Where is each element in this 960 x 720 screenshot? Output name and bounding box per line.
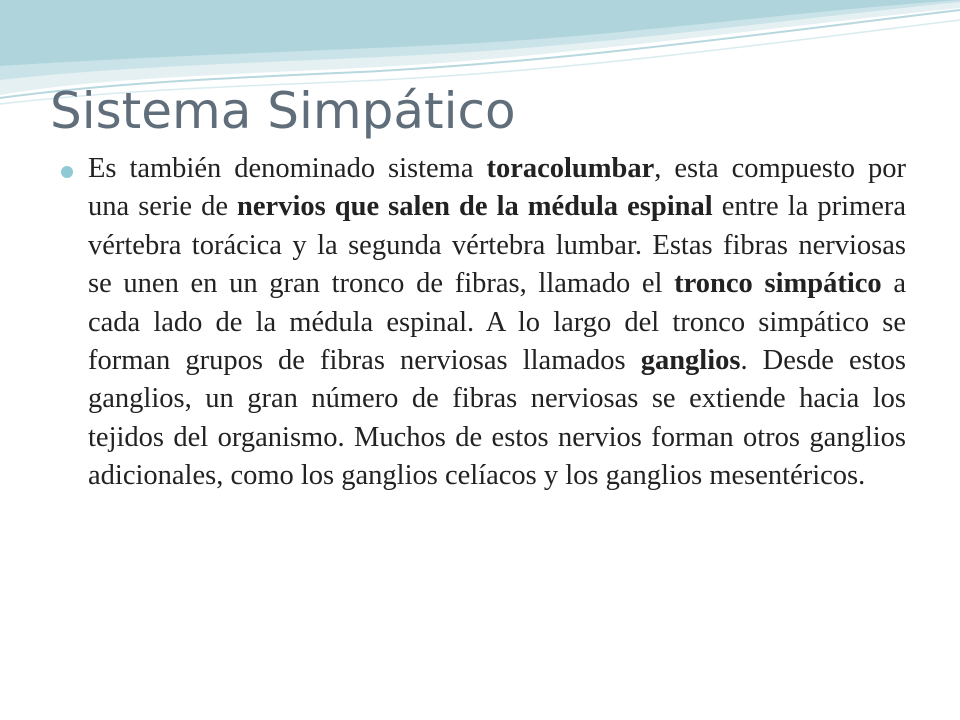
paragraph-segment: Es también denominado sistema <box>88 153 487 184</box>
paragraph-segment: a cada lado de la médula espinal. A lo largo del tronco simpático se forman grupos de fibras nerviosas llamados <box>88 268 906 377</box>
bold-term-ganglios: ganglios <box>640 345 741 377</box>
bold-term-tronco-simpatico: tronco simpático <box>674 268 882 300</box>
paragraph-segment: entre la primera vértebra torácica y la segunda vértebra lumbar. Estas fibras nerviosas se unen en un gran tronco de fibras, llamado el <box>88 191 906 300</box>
body-paragraph <box>88 150 906 496</box>
slide-title: Sistema Simpático <box>50 82 516 140</box>
bold-term-toracolumbar: toracolumbar <box>486 153 655 184</box>
bold-term-nervios: nervios que salen de la médula espinal <box>237 191 713 223</box>
paragraph-segment: . Desde estos ganglios, un gran número de fibras nerviosas se extiende hacia los tejidos del organismo. Muchos de estos nervios forman otros ganglios adicionales, como los ganglios celíacos y los ganglios mesentéricos. <box>88 345 906 492</box>
paragraph-segment: , esta compuesto por una serie de <box>88 153 906 223</box>
round-bullet-icon <box>61 166 73 178</box>
